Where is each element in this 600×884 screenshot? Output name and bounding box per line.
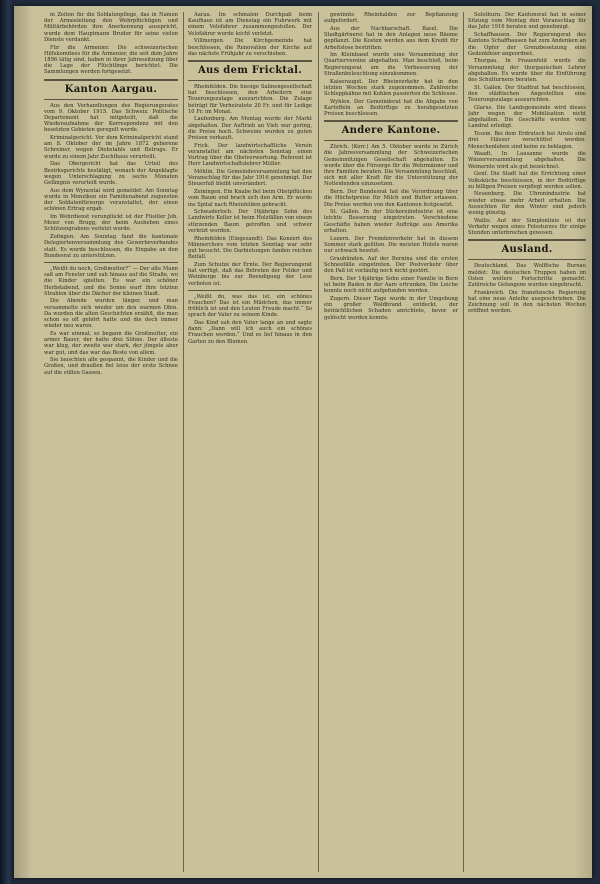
article-paragraph: Zofingen. Am Sonntag fand die kantonale Delegiertenversammlung des Gewerbeverbandes statt. Es wurde beschlossen, die Eingabe an den Bundesrat zu unterstützen. [44, 234, 178, 259]
article-paragraph: Bern. Der 14jährige Sohn einer Familie in Bern ist beim Baden in der Aare ertrunken. Die Leiche konnte noch nicht aufgefunden werden. [324, 275, 458, 295]
section-divider [324, 120, 458, 122]
section-divider [188, 60, 312, 62]
column-rule [463, 12, 464, 872]
article-paragraph: Rheinfelden (Eingesandt). Das Konzert des Männerchors vom letzten Sonntag war sehr gut besucht. Die Darbietungen fanden reichen Beifall. [188, 235, 312, 261]
article-paragraph: Kriminalgericht. Vor dem Kriminalgericht stand am 8. Oktober der im Jahre 1872 geborene Schreiner, wegen Diebstahls und Betrugs. Er wurde zu einem Jahr Zuchthaus verurteilt. [44, 135, 178, 160]
article-paragraph: Genf. Die Stadt hat die Errichtung einer Volksküche beschlossen, in der Bedürftige zu billigen Preisen verpflegt werden sollen. [468, 171, 586, 190]
article-paragraph: Schaffhausen. Der Regierungsrat des Kantons Schaffhausen hat zum Andenken an die Opfer der Grenzbesetzung eine Gedenkfeier angeordnet. [468, 32, 586, 57]
newspaper-page [14, 6, 592, 878]
column-1 [44, 12, 178, 872]
section-divider [468, 259, 586, 260]
section-heading-aargau: Kanton Aargau. [64, 83, 158, 95]
article-paragraph: Rheinfelden. Die hiesige Salinengesellschaft hat beschlossen, den Arbeitern eine Teuerungszulage auszurichten. Die Zulage beträgt für Verheiratete 20 Fr. und für Ledige 10 Fr. im Monat. [188, 83, 312, 115]
article-paragraph: Zugern. Dieser Tage wurde in der Umgebung ein großer Waldbrand entdeckt, der beträchtlichen Schaden anrichtete, bevor er gelöscht werden konnte. [324, 295, 458, 321]
section-heading-andere-kantone: Andere Kantone. [341, 125, 441, 137]
article-paragraph: Möhlin. Die Gemeindeversammlung hat den Voranschlag für das Jahr 1916 genehmigt. Der Steuerfuß bleibt unverändert. [188, 169, 312, 188]
article-paragraph: Frick. Der landwirtschaftliche Verein veranstaltet am nächsten Sonntag einen Vortrag über die Obstverwertung. Referent ist Herr Landwirtschaftslehrer Müller. [188, 142, 312, 168]
section-divider [44, 262, 178, 263]
article-paragraph: Villmergen. Die Kirchgemeinde hat beschlossen, die Renovation der Kirche auf das nächste Frühjahr zu verschieben. [188, 38, 312, 57]
section-divider [44, 99, 178, 100]
feuilleton-paragraph: Sie lauschten alle gespannt, die Kinder und die Großen, und draußen fiel leise der erste Schnee auf die stillen Gassen. [44, 357, 178, 376]
article-paragraph: Aus dem Wynental wird gemeldet: Am Sonntag wurde in Menziken ein Familienabend zugunsten der Soldatenfürsorge veranstaltet, der einen schönen Ertrag ergab. [44, 187, 178, 213]
column-rule [318, 12, 319, 872]
section-divider [44, 79, 178, 81]
column-2 [188, 12, 312, 872]
article-paragraph: Zeiningen. Ein Knabe fiel beim Obstpflücken vom Baum und brach sich den Arm. Er wurde ins Spital nach Rheinfelden gebracht. [188, 189, 312, 208]
article-paragraph: Luzern. Der Fremdenverkehr hat in diesem Sommer stark gelitten. Die meisten Hotels waren nur schwach besetzt. [324, 235, 458, 254]
article-paragraph: Im Kleinbasel wurde eine Versammlung der Quartiervereine abgehalten. Man beschloß, beim Regierungsrat um die Verbesserung der Straßenbeleuchtung einzukommen. [324, 52, 458, 77]
article-paragraph: Solothurn. Der Kantonsrat hat in seiner Sitzung vom Montag den Voranschlag für das Jahr 1916 beraten und genehmigt. [468, 12, 586, 31]
article-paragraph: Zürich. (Korr.) Am 5. Oktober wurde in Zürich die Jahresversammlung der Schweizerischen Gemeinnützigen Gesellschaft abgehalten. Es wurde über die Fürsorge für die Wehrmänner und ihre Familien beraten. Die Versammlung beschloß, sich mit aller Kraft für die Unterstützung der Notleidenden einzusetzen. [324, 144, 458, 188]
feuilleton-paragraph: Es war einmal, so begann die Großmutter, ein armer Bauer, der hatte drei Söhne. Der älteste war klug, der zweite war stark, der jüngste aber war gut, und das war das Beste von allem. [44, 330, 178, 356]
article-paragraph: Glarus. Die Landsgemeinde wird dieses Jahr wegen der Mobilisation nicht abgehalten. Die Geschäfte werden vom Landrat erledigt. [468, 104, 586, 130]
article-paragraph: gewinnte Rheinhalden zur Bepflanzung aufgefordert. [324, 12, 458, 25]
article-paragraph: Im Wehrdienst verunglückt ist der Füsilier Joh. Meier von Brugg, der beim Ausheben eines Schützengrabens verletzt wurde. [44, 213, 178, 233]
article-paragraph: Frankreich. Die französische Regierung hat eine neue Anleihe ausgeschrieben. Die Zeichnung soll in den nächsten Wochen eröffnet werden. [468, 289, 586, 315]
article-paragraph: Aus den Verhandlungen des Regierungsrates vom 9. Oktober 1915. Das Schweiz. Politische Departement hat mitgeteilt, daß die Wiederaufnahme der Korrespondenz mit den besetzten Gebieten geregelt wurde. [44, 102, 178, 134]
section-heading-ausland: Ausland. [501, 244, 553, 256]
column-4 [468, 12, 586, 872]
article-paragraph: Thurgau. In Frauenfeld wurde die Versammlung der thurgauischen Lehrer abgehalten. Es wurde über die Einführung des Schulturnens beraten. [468, 58, 586, 84]
article-paragraph: Graubünden. Auf der Bernina sind die ersten Schneefälle eingetreten. Der Postverkehr über den Paß ist vorläufig noch nicht gestört. [324, 255, 458, 275]
article-paragraph: Kaiseraugst. Der Rheinverkehr hat in den letzten Wochen stark zugenommen. Zahlreiche Schleppkähne mit Kohlen passierten die Schleuse. [324, 78, 458, 97]
section-divider [188, 290, 312, 291]
article-paragraph: Bern. Der Bundesrat hat die Verordnung über die Höchstpreise für Milch und Butter erlassen. Die Preise werden von den Kantonen festgesetzt. [324, 189, 458, 208]
feuilleton-paragraph: Das Kind sah den Vater lange an und sagte dann: „Dann will ich auch ein schönes Frauchen werden.“ Und es lief hinaus in den Garten zu den Blumen. [188, 320, 312, 345]
section-divider [324, 140, 458, 141]
feuilleton-paragraph: „Weißt du noch, Großmutter?“ — Der alte Mann saß am Fenster und sah hinaus auf die Straße, wo die Kinder spielten. Es war ein schöner Herbstabend, und die Sonne warf ihre letzten Strahlen über die Dächer der kleinen Stadt. [44, 265, 178, 297]
column-rule [183, 12, 184, 872]
book-spine [0, 0, 14, 884]
article-paragraph: Aarau. Im schmalen Durchpaß beim Kaufhaus ist am Dienstag ein Fuhrwerk mit einem Velofahrer zusammengestoßen. Der Velofahrer wurde leicht verletzt. [188, 12, 312, 37]
article-paragraph: Das Obergericht hat das Urteil des Bezirksgerichts bestätigt, wonach der Angeklagte wegen Unterschlagung zu sechs Monaten Gefängnis verurteilt wurde. [44, 161, 178, 186]
article-paragraph: Schwaderloch. Der 16jährige Sohn des Landwirts Keller ist beim Holzfällen von einem stürzenden Baum getroffen und schwer verletzt worden. [188, 209, 312, 234]
article-paragraph: in Zeiten für die Soldatenpflege, das in Namen der Armeeleitung den Wehrpflichtigen und Militärbehörden ihre Anerkennung ausspricht, wurde dem Hauptmann Bruder für seine vielen Dienste verdankt. [44, 12, 178, 43]
section-heading-fricktal: Aus dem Fricktal. [197, 64, 303, 76]
article-paragraph: Tessin. Bei dem Erdrutsch bei Airolo sind drei Häuser verschüttet worden. Menschenleben sind keine zu beklagen. [468, 131, 586, 150]
article-paragraph: Deutschland. Das Wolffsche Bureau meldet: Die deutschen Truppen haben im Osten weitere Fortschritte gemacht. Zahlreiche Gefangene wurden eingebracht. [468, 263, 586, 289]
column-3 [324, 12, 458, 872]
section-divider [468, 239, 586, 241]
article-paragraph: Wyhlen. Der Gemeinderat hat die Abgabe von Kartoffeln an Bedürftige zu herabgesetzten Preisen beschlossen. [324, 98, 458, 118]
feuilleton-paragraph: Die Abende wurden länger, und man versammelte sich wieder um den warmen Ofen. Da wurden die alten Geschichten erzählt, die man schon so oft gehört hatte und die doch immer wieder neu waren. [44, 298, 178, 330]
article-paragraph: Zum Schutze der Ernte. Der Regierungsrat hat verfügt, daß das Betreten der Felder und Weinberge bis zur Beendigung der Lese verboten ist. [188, 261, 312, 287]
article-paragraph: Neuenburg. Die Uhrenindustrie hat wieder etwas mehr Arbeit erhalten. Die Aussichten für den Winter sind jedoch wenig günstig. [468, 191, 586, 217]
article-paragraph: Waadt. In Lausanne wurde die Winzerversammlung abgehalten. Die Weinernte wird als gut bezeichnet. [468, 151, 586, 170]
section-divider [188, 80, 312, 81]
article-paragraph: St. Gallen. In der Stickereiindustrie ist eine leichte Besserung eingetreten. Verschiedene Geschäfte haben wieder Aufträge aus Amerika erhalten. [324, 209, 458, 234]
feuilleton-paragraph: „Weißt du, was das ist, ein schönes Frauchen? Das ist ein Mädchen, das immer fröhlich ist und den Leuten Freude macht.“ So sprach der Vater zu seinem Kinde. [188, 293, 312, 319]
article-paragraph: St. Gallen. Der Stadtrat hat beschlossen, den städtischen Angestellten eine Teuerungszulage auszurichten. [468, 84, 586, 104]
article-paragraph: Wallis. Auf der Simplonlinie ist der Verkehr wegen eines Felssturzes für einige Stunden unterbrochen gewesen. [468, 217, 586, 237]
article-paragraph: Laufenburg. Am Montag wurde der Markt abgehalten. Der Auftrieb an Vieh war gering, die Preise hoch. Schweine wurden zu guten Preisen verkauft. [188, 116, 312, 142]
article-paragraph: Aus der Nachbarschaft. Basel. Die Stadtgärtnerei hat in den Anlagen neue Bäume gepflanzt. Die Kosten werden aus dem Kredit für Arbeitslose bestritten. [324, 25, 458, 51]
article-paragraph: Für die Armenier. Die schweizerischen Hilfskomitees für die Armenier, die seit dem Jahre 1896 tätig sind, haben in ihrer Jahressitzung über die Lage der Flüchtlinge berichtet. Die Sammlungen werden fortgesetzt. [44, 44, 178, 76]
